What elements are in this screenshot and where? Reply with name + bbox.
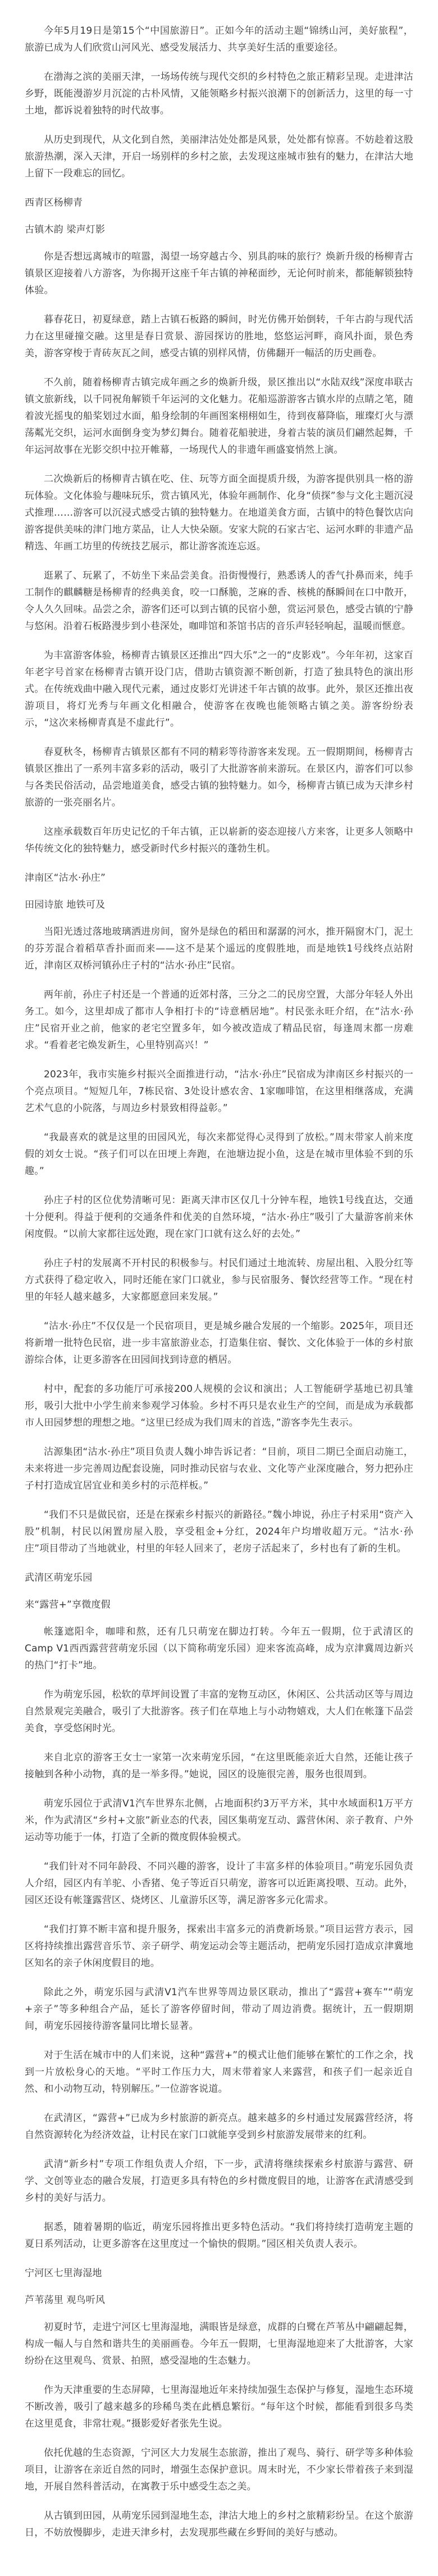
intro-paragraph: 今年5月19日是第15个“中国旅游日”。正如今年的活动主题“锦绣山河，美好旅程”，旅游已成为人们欣赏山河风光、感受发展活力、共享美好生活的重要途径。: [25, 25, 413, 53]
section-heading: 来“露营+”享微度假: [25, 1599, 111, 1610]
intro-paragraph: 在渤海之滨的美丽天津，一场场传统与现代交织的乡村特色之旅正精彩呈现。走进津沽乡野，既能漫游岁月沉淀的古朴风情，又能领略乡村振兴浪潮下的创新活力，这里的每一寸土地，都诉说着独特的时代故事。: [25, 71, 413, 116]
section-yangliuqing: [25, 194, 413, 857]
section-heading: 田园诗旅 地铁可及: [25, 899, 106, 911]
intro: [25, 22, 413, 182]
section-paragraph: “沽水·孙庄”不仅仅是一个民宿项目，更是城乡融合发展的一个缩影。2025年，项目还将新增一批特色民宿，进一步丰富旅游业态，打造集住宿、餐饮、文化体验于一体的乡村旅游综合体，让更多游客在田园间找到诗意的栖居。: [25, 1321, 413, 1366]
section-paragraph: 春夏秋冬，杨柳青古镇景区都有不同的精彩等待游客来发现。五一假期期间，杨柳青古镇景区推出了一系列丰富多彩的活动，吸引了大批游客前来游玩。在景区内，游客们可以参与各类民俗活动，品尝地道美食，感受古镇的独特魅力。如今，杨柳青古镇已成为天津乡村旅游的一张亮丽名片。: [25, 747, 413, 808]
section-paragraph: 除此之外，萌宠乐园与武清V1汽车世界等周边景区联动，推出了“露营+赛车”“萌宠+亲子”等多种组合产品，延长了游客停留时间，带动了周边消费。据统计，五一假期期间，萌宠乐园接待游客量同比增长显著。: [25, 1987, 413, 2032]
section-paragraph: “我们不只是做民宿，还是在探索乡村振兴的新路径。”魏小坤说，孙庄子村采用“资产入股”机制，村民以闲置房屋入股，享受租金+分红，2024年户均增收超万元。“沽水·孙庄”项目带动了当地就业，村里的年轻人回来了，老房子活起来了，乡村也有了新的生机。: [25, 1509, 413, 1554]
section-paragraph: “我们针对不同年龄段、不同兴趣的游客，设计了丰富多样的体验项目。”萌宠乐园负责人介绍，园区内有羊驼、小香猪、兔子等近百只萌宠，游客可以近距离投喂、互动。此外，园区还设有帐篷露营区、烧烤区、儿童游乐区等，满足游客多元化需求。: [25, 1861, 413, 1906]
section-paragraph: 作为天津重要的生态屏障，七里海湿地近年来持续加强生态保护与修复，湿地生态环境不断改善，吸引了越来越多的珍稀鸟类在此栖息繁衍。“每年这个时候，都能看到很多鸟类在这里觅食，非常壮观。”摄影爱好者张先生说。: [25, 2384, 413, 2429]
section-district: 武清区萌宠乐园: [25, 1572, 93, 1583]
section-paragraph: 孙庄子村的发展离不开村民的积极参与。村民们通过土地流转、房屋出租、入股分红等方式获得了稳定收入，同时还能在家门口就业，参与民宿服务、餐饮经营等工作。“现在村里的年轻人越来越多，大家都愿意回来发展。”: [25, 1258, 413, 1303]
section-paragraph: 暮春花日，初夏绿意，踏上古镇石板路的瞬间，时光仿佛开始倒转，千年古韵与现代活力在这里碰撞交融。这里是春日赏景、游园探访的胜地，悠悠运河畔，商风扑面，景色秀美，游客穿梭于青砖灰瓦之间，感受古镇的别样风情，仿佛翻开一幅活的历史画卷。: [25, 314, 413, 359]
section-paragraph: 两年前，孙庄子村还是一个普通的近郊村落，三分之二的民房空置，大部分年轻人外出务工。如今，这里却成了都市人争相打卡的“诗意栖居地”。村民张永旺介绍，在“沽水·孙庄”民宿开业之前，他家的老宅空置多年，如今被改造成了精品民宿，每逢周末都一房难求。“看着老宅焕发新生，心里特别高兴！”: [25, 989, 413, 1051]
section-paragraph: 初夏时节，走进宁河区七里海湿地，满眼皆是绿意，成群的白鹭在芦苇丛中翩翩起舞，构成一幅人与自然和谐共生的美丽画卷。今年五一假期，七里海湿地迎来了大批游客，大家纷纷在这里观鸟、赏景、拍照，感受湿地的生态魅力。: [25, 2322, 413, 2366]
section-paragraph: 在武清区，“露营+”已成为乡村旅游的新亮点。越来越多的乡村通过发展露营经济，将自然资源转化为经济效益，让村民在家门口就能享受到乡村旅游发展带来的红利。: [25, 2113, 413, 2141]
section-district: 西青区杨柳青: [25, 197, 83, 208]
section-wuqing: [25, 1569, 413, 2252]
section-paragraph: “我们打算不断丰富和提升服务，探索出丰富多元的消费新场景。”项目运营方表示，园区将持续推出露营音乐节、亲子研学、萌宠运动会等主题活动，把萌宠乐园打造成京津冀地区知名的亲子休闲度假目的地。: [25, 1924, 413, 1969]
section-paragraph: 2023年，我市实施乡村振兴全面推进行动，“沽水·孙庄”民宿成为津南区乡村振兴的一个亮点项目。“短短几年，7栋民宿、3处设计感农舍、1家咖啡馆，在这里相继落成，充满艺术气息的小院落，与周边乡村景致相得益彰。”: [25, 1069, 413, 1114]
section-paragraph: 你是否想远离城市的喧嚣，渴望一场穿越古今、别具韵味的旅行？焕新升级的杨柳青古镇景区迎接着八方游客，为你揭开这座千年古镇的神秘面纱，无论何时前来，都能解锁独特体验。: [25, 251, 413, 296]
section-paragraph: “我最喜欢的就是这里的田园风光，每次来都觉得心灵得到了放松。”周末带家人前来度假的刘女士说。“孩子们可以在田埂上奔跑，在池塘边捉小鱼，这是在城市里体验不到的乐趣。”: [25, 1132, 413, 1177]
section-paragraph: 沽源集团“沽水·孙庄”项目负责人魏小坤告诉记者：“目前，项目二期已全面启动施工，未来将进一步完善周边配套设施，同时推动民宿与农业、文化等产业深度融合，努力把孙庄子村打造成宜居宜业和美乡村的示范样板。”: [25, 1446, 413, 1491]
section-paragraph: 当阳光透过落地玻璃洒进房间，窗外是绿色的稻田和潺潺的河水，推开隔窗木门，泥土的芬芳混合着稻草香扑面而来——这不是某个遥远的度假胜地，而是地铁1号线终点站附近，津南区双桥河镇孙庄子村的“沽水·孙庄”民宿。: [25, 926, 413, 971]
section-district: 津南区“沽水·孙庄”: [25, 872, 106, 884]
section-ninghe: [25, 2265, 413, 2495]
section-paragraph: 不久前，随着杨柳青古镇完成年画之乡的焕新升级，景区推出以“水陆双线”深度串联古镇文旅新线，以千同祝角解锁千年运河的文化魅力。花船巡游游客古镇水岸的点睛之笔，随着波光摇曳的船桨划过水面，船身绘制的年画图案栩栩如生，待到夜幕降临，璀璨灯火与漂荡粼光交织，运河水面倒身变为梦幻舞台。随着花船驶进，身着古装的演员们翩然起舞，千年运河故事在光影交织中拉开帷幕，一场现代人的非遗年画盛宴悄然上演。: [25, 377, 413, 456]
section-paragraph: 依托优越的生态资源，宁河区大力发展生态旅游，推出了观鸟、骑行、研学等多种体验项目，让游客在亲近自然的同时，增强生态保护意识。周末时光，不少家长带着孩子来到湿地，开展自然科普活动，在寓教于乐中感受生态之美。: [25, 2447, 413, 2492]
section-paragraph: 二次焕新后的杨柳青古镇在吃、住、玩等方面全面提质升级，为游客提供别具一格的游玩体验。文化体验与趣味玩乐，赏古镇风光，体验年画制作、化身“侦探”参与文化主题沉浸式推理……游客可以沉浸式感受古镇的独特魅力。在地道美食方面，古镇中的特色餐饮店向游客提供美味的津门地方菜品，让人大快朵颐。安家大院的石家古宅、运河水畔的非遗产品精选、年画工坊里的传统技艺展示，都让游客流连忘返。: [25, 474, 413, 552]
section-paragraph: 萌宠乐园位于武清V1汽车世界东北侧，占地面积约3万平方米，其中水域面积1万平方米，作为武清区“乡村+文旅”新业态的代表，园区集萌宠互动、露营休闲、亲子教育、户外运动等功能于一体，打造了全新的微度假体验模式。: [25, 1798, 413, 1843]
section-paragraph: 这座承载数百年历史记忆的千年古镇，正以崭新的姿态迎接八方来客，让更多人领略中华传统文化的独特魅力，感受新时代乡村振兴的蓬勃生机。: [25, 826, 413, 854]
section-paragraph: 作为萌宠乐园，松软的草坪间设置了丰富的宠物互动区，休闲区、公共活动区等与周边自然景观完美融合，吸引了大批游客。孩子们在草地上与小动物嬉戏，大人们在帐篷下品尝美食，享受悠闲时光。: [25, 1689, 413, 1734]
section-paragraph: 对于生活在城市中的人们来说，这种“露营+”的模式让他们能够在繁忙的工作之余，找到一片放松身心的天地。“平时工作压力大，周末带着家人来露营，和孩子们一起亲近自然、和小动物互动，特别解压。”一位游客说道。: [25, 2050, 413, 2095]
section-paragraph: 据悉，随着暑期的临近，萌宠乐园将推出更多特色活动。“我们将持续打造萌宠主题的夏日系列活动，让更多游客在这里度过一个愉快的假期。”园区相关负责人表示。: [25, 2222, 413, 2250]
section-paragraph: 村中，配套的多功能厅可承接200人规模的会议和演出；人工智能研学基地已初具雏形，吸引大批中小学生前来参观学习体验。乡村不再只是农业生产的空间，而是成为承载都市人田园梦想的理想之地。“这里已经成为我们周末的首选，”游客李先生表示。: [25, 1383, 413, 1428]
section-heading: 古镇木韵 梁声灯影: [25, 224, 106, 235]
section-suncun: [25, 870, 413, 1557]
section-district: 宁河区七里海湿地: [25, 2268, 102, 2279]
section-paragraph: 帐篷遮阳伞，咖啡和熬，还有几只萌宠在脚边打转。今年五一假期，位于武清区的Camp V1西西露营营萌宠乐园（以下简称萌宠乐园）迎来客流高峰，成为京津冀周边新兴的热门“打卡”地。: [25, 1626, 413, 1671]
section-paragraph: 来自北京的游客王女士一家第一次来萌宠乐园，“在这里既能亲近大自然，还能让孩子接触到各种小动物，真的是一举多得。”她说，园区的设施很完善，服务也很周到。: [25, 1752, 413, 1780]
closing-paragraph: 从古镇到田园，从萌宠乐园到湿地生态，津沽大地上的乡村之旅精彩纷呈。在这个旅游日，不妨放慢脚步，走进天津乡村，去发现那些藏在乡野间的美好与感动。: [25, 2510, 413, 2538]
section-paragraph: 武清“新乡村”专项工作组负责人介绍，下一步，武清将继续探索乡村旅游与露营、研学、文创等业态的融合发展，打造更多具有特色的乡村微度假目的地，让游客在武清感受到乡村的美好与活力。: [25, 2159, 413, 2204]
section-paragraph: 孙庄子村的区位优势清晰可见：距离天津市区仅几十分钟车程，地铁1号线直达，交通十分便利。得益于便利的交通条件和优美的自然环境，“沽水·孙庄”吸引了大量游客前来休闲度假。“以前大家都往远处跑，现在家门口就有这么好的去处。”: [25, 1195, 413, 1240]
intro-paragraph: 从历史到现代，从文化到自然，美丽津沽处处都是风景，处处都有惊喜。不妨趁着这股旅游热潮，深入天津，开启一场别样的乡村之旅，去发现这座城市独有的魅力，在津沽大地上留下一段难忘的回忆。: [25, 134, 413, 179]
section-paragraph: 为丰富游客体验，杨柳青古镇景区还推出“四大乐”之一的“皮影戏”。今年年初，这家百年老字号首家在杨柳青古镇开设门店，借助古镇资源不断创新，打造了独具特色的演出形式。在传统戏曲中融入现代元素，通过皮影灯光讲述千年古镇的故事。此外，景区还推出夜游项目，将灯光秀与年画文化相融合，使游客在夜晚也能领略古镇之美。游客纷纷表示，“这次来杨柳青真是不虚此行”。: [25, 650, 413, 729]
section-heading: 芦苇荡里 观鸟听风: [25, 2295, 106, 2306]
section-paragraph: 逛累了、玩累了，不妨坐下来品尝美食。沿街慢慢行，熟悉诱人的香气扑鼻而来，纯手工制作的麒麟糖是杨柳青的经典美食，咬一口酥脆，芝麻的香、核桃的酥瞬间在口中散开，令人久久回味。品尝之余，游客们还可以到古镇的民宿小憩，赏运河景色，感受古镇的宁静与悠闲。沿着石板路漫步到小巷深处，咖啡馆和茶馆书店的音乐声轻轻响起，温暖而惬意。: [25, 570, 413, 632]
